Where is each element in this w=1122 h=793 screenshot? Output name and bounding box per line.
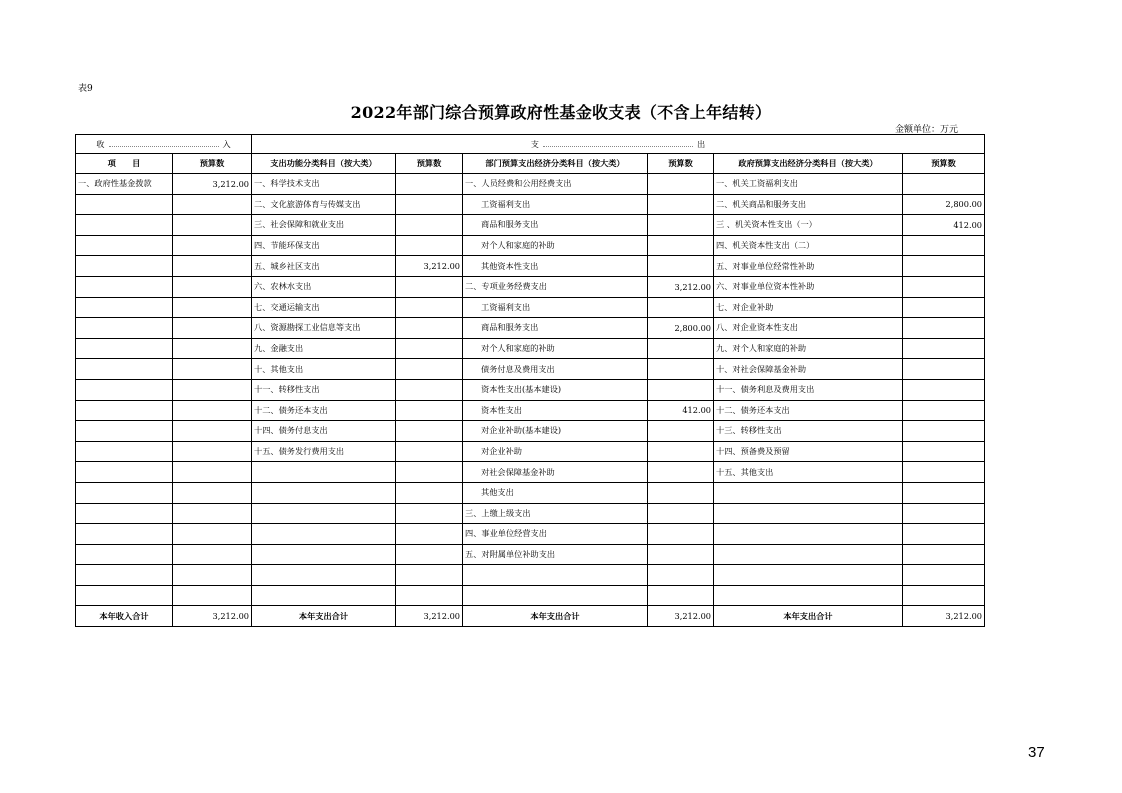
- government-econ-amount-cell: [903, 462, 985, 483]
- department-econ-category-cell: 对企业补助(基本建设): [463, 421, 648, 442]
- column-header: 项 目: [76, 154, 173, 174]
- function-category-cell: 一、科学技术支出: [252, 174, 396, 195]
- department-econ-amount-cell: [648, 482, 714, 503]
- table-row: [76, 235, 985, 256]
- table-row: [76, 379, 985, 400]
- government-econ-amount-cell: [903, 276, 985, 297]
- income-item-cell: [76, 544, 173, 565]
- expense-total-value-government: 3,212.00: [903, 606, 985, 627]
- department-econ-category-cell: [463, 585, 648, 606]
- function-amount-cell: [396, 215, 463, 236]
- income-amount-cell: [173, 338, 252, 359]
- government-econ-category-cell: 九、对个人和家庭的补助: [714, 338, 903, 359]
- government-econ-category-cell: 七、对企业补助: [714, 297, 903, 318]
- government-econ-category-cell: 十二、债务还本支出: [714, 400, 903, 421]
- department-econ-amount-cell: [648, 524, 714, 545]
- table-row: [76, 276, 985, 297]
- department-econ-category-cell: 二、专项业务经费支出: [463, 276, 648, 297]
- function-category-cell: 十二、债务还本支出: [252, 400, 396, 421]
- function-category-cell: 十、其他支出: [252, 359, 396, 380]
- function-category-cell: [252, 482, 396, 503]
- income-item-cell: [76, 256, 173, 277]
- government-econ-category-cell: 五、对事业单位经常性补助: [714, 256, 903, 277]
- department-econ-amount-cell: [648, 585, 714, 606]
- department-econ-category-cell: 其他支出: [463, 482, 648, 503]
- government-econ-amount-cell: [903, 441, 985, 462]
- income-section-header: [76, 135, 252, 154]
- government-econ-amount-cell: 412.00: [903, 215, 985, 236]
- income-amount-cell: [173, 318, 252, 339]
- department-econ-category-cell: 资本性支出: [463, 400, 648, 421]
- department-econ-amount-cell: [648, 421, 714, 442]
- income-item-cell: [76, 462, 173, 483]
- income-item-cell: [76, 276, 173, 297]
- function-amount-cell: [396, 400, 463, 421]
- column-header: 预算数: [903, 154, 985, 174]
- government-econ-amount-cell: [903, 585, 985, 606]
- department-econ-category-cell: 债务付息及费用支出: [463, 359, 648, 380]
- function-amount-cell: [396, 421, 463, 442]
- page-title: 2022年部门综合预算政府性基金收支表（不含上年结转）: [350, 103, 772, 122]
- department-econ-amount-cell: [648, 565, 714, 586]
- government-econ-amount-cell: [903, 338, 985, 359]
- expense-total-label-function: 本年支出合计: [252, 606, 396, 627]
- department-econ-amount-cell: [648, 297, 714, 318]
- government-econ-amount-cell: [903, 379, 985, 400]
- function-amount-cell: [396, 174, 463, 195]
- function-amount-cell: 3,212.00: [396, 256, 463, 277]
- department-econ-category-cell: 对个人和家庭的补助: [463, 235, 648, 256]
- income-item-cell: 一、政府性基金拨款: [76, 174, 173, 195]
- income-amount-cell: [173, 585, 252, 606]
- function-amount-cell: [396, 318, 463, 339]
- unit-label: 金额单位：万元: [895, 125, 959, 135]
- government-econ-amount-cell: [903, 524, 985, 545]
- function-category-cell: 七、交通运输支出: [252, 297, 396, 318]
- table-row: [76, 544, 985, 565]
- table-row: [76, 482, 985, 503]
- government-econ-category-cell: [714, 503, 903, 524]
- income-item-cell: [76, 503, 173, 524]
- function-category-cell: 四、节能环保支出: [252, 235, 396, 256]
- government-econ-amount-cell: [903, 421, 985, 442]
- department-econ-category-cell: 对社会保障基金补助: [463, 462, 648, 483]
- function-amount-cell: [396, 441, 463, 462]
- government-econ-amount-cell: [903, 174, 985, 195]
- section-header-row: [76, 135, 985, 154]
- function-amount-cell: [396, 338, 463, 359]
- government-econ-amount-cell: [903, 503, 985, 524]
- government-econ-amount-cell: [903, 400, 985, 421]
- expense-section-right: 出: [697, 138, 706, 149]
- table-row: [76, 318, 985, 339]
- function-amount-cell: [396, 565, 463, 586]
- table-row: [76, 297, 985, 318]
- department-econ-category-cell: [463, 565, 648, 586]
- dotted-leader: [109, 140, 219, 147]
- column-header: 预算数: [396, 154, 463, 174]
- department-econ-category-cell: 对企业补助: [463, 441, 648, 462]
- table-row: [76, 585, 985, 606]
- table-row: [76, 462, 985, 483]
- department-econ-amount-cell: [648, 194, 714, 215]
- total-row: [76, 606, 985, 627]
- function-category-cell: 十四、债务付息支出: [252, 421, 396, 442]
- government-econ-category-cell: 二、机关商品和服务支出: [714, 194, 903, 215]
- function-category-cell: 二、文化旅游体育与传媒支出: [252, 194, 396, 215]
- income-amount-cell: [173, 462, 252, 483]
- income-amount-cell: [173, 297, 252, 318]
- expense-section-left: 支: [530, 138, 539, 149]
- income-item-cell: [76, 421, 173, 442]
- function-category-cell: 五、城乡社区支出: [252, 256, 396, 277]
- function-amount-cell: [396, 585, 463, 606]
- income-item-cell: [76, 524, 173, 545]
- department-econ-category-cell: 资本性支出(基本建设): [463, 379, 648, 400]
- department-econ-category-cell: 三、上缴上级支出: [463, 503, 648, 524]
- department-econ-category-cell: 其他资本性支出: [463, 256, 648, 277]
- table-number: 表9: [78, 84, 93, 94]
- expense-total-value-department: 3,212.00: [648, 606, 714, 627]
- income-amount-cell: [173, 400, 252, 421]
- function-category-cell: 八、资源勘探工业信息等支出: [252, 318, 396, 339]
- department-econ-amount-cell: [648, 503, 714, 524]
- function-category-cell: [252, 544, 396, 565]
- department-econ-amount-cell: [648, 256, 714, 277]
- department-econ-category-cell: 商品和服务支出: [463, 318, 648, 339]
- column-header-row: [76, 154, 985, 174]
- government-econ-amount-cell: [903, 482, 985, 503]
- department-econ-amount-cell: 2,800.00: [648, 318, 714, 339]
- income-item-cell: [76, 359, 173, 380]
- income-section-right: 入: [222, 138, 231, 149]
- government-econ-category-cell: [714, 585, 903, 606]
- department-econ-category-cell: 工资福利支出: [463, 194, 648, 215]
- function-amount-cell: [396, 462, 463, 483]
- income-item-cell: [76, 194, 173, 215]
- government-econ-amount-cell: [903, 318, 985, 339]
- function-amount-cell: [396, 482, 463, 503]
- income-amount-cell: [173, 421, 252, 442]
- income-item-cell: [76, 482, 173, 503]
- function-category-cell: [252, 524, 396, 545]
- table-row: [76, 503, 985, 524]
- function-category-cell: 十五、债务发行费用支出: [252, 441, 396, 462]
- government-econ-category-cell: [714, 565, 903, 586]
- function-category-cell: [252, 585, 396, 606]
- department-econ-category-cell: 五、对附属单位补助支出: [463, 544, 648, 565]
- table-row: [76, 524, 985, 545]
- department-econ-amount-cell: [648, 338, 714, 359]
- department-econ-amount-cell: 3,212.00: [648, 276, 714, 297]
- department-econ-amount-cell: [648, 462, 714, 483]
- function-amount-cell: [396, 359, 463, 380]
- department-econ-amount-cell: [648, 174, 714, 195]
- income-amount-cell: 3,212.00: [173, 174, 252, 195]
- government-econ-category-cell: 十五、其他支出: [714, 462, 903, 483]
- government-econ-category-cell: [714, 544, 903, 565]
- table-row: [76, 565, 985, 586]
- function-amount-cell: [396, 194, 463, 215]
- expense-total-label-government: 本年支出合计: [714, 606, 903, 627]
- government-econ-category-cell: 一、机关工资福利支出: [714, 174, 903, 195]
- income-item-cell: [76, 565, 173, 586]
- income-item-cell: [76, 215, 173, 236]
- income-item-cell: [76, 318, 173, 339]
- table-row: [76, 359, 985, 380]
- government-econ-amount-cell: [903, 235, 985, 256]
- function-amount-cell: [396, 379, 463, 400]
- department-econ-amount-cell: [648, 441, 714, 462]
- government-econ-category-cell: 八、对企业资本性支出: [714, 318, 903, 339]
- function-amount-cell: [396, 524, 463, 545]
- column-header: 预算数: [173, 154, 252, 174]
- government-econ-category-cell: 十四、预备费及预留: [714, 441, 903, 462]
- government-econ-amount-cell: [903, 256, 985, 277]
- department-econ-category-cell: 一、人员经费和公用经费支出: [463, 174, 648, 195]
- function-amount-cell: [396, 235, 463, 256]
- table-row: [76, 421, 985, 442]
- page-number: 37: [1028, 744, 1045, 761]
- government-econ-category-cell: 三 、机关资本性支出（一）: [714, 215, 903, 236]
- department-econ-amount-cell: [648, 359, 714, 380]
- expense-total-label-department: 本年支出合计: [463, 606, 648, 627]
- government-econ-category-cell: 十、对社会保障基金补助: [714, 359, 903, 380]
- income-amount-cell: [173, 565, 252, 586]
- dotted-leader: [543, 140, 693, 147]
- column-header: 政府预算支出经济分类科目（按大类）: [714, 154, 903, 174]
- table-row: [76, 441, 985, 462]
- department-econ-amount-cell: 412.00: [648, 400, 714, 421]
- department-econ-category-cell: 对个人和家庭的补助: [463, 338, 648, 359]
- table-row: [76, 215, 985, 236]
- function-category-cell: 三、社会保障和就业支出: [252, 215, 396, 236]
- expense-section-header: [252, 135, 985, 154]
- department-econ-category-cell: 工资福利支出: [463, 297, 648, 318]
- income-amount-cell: [173, 235, 252, 256]
- income-total-label: 本年收入合计: [76, 606, 173, 627]
- income-total-value: 3,212.00: [173, 606, 252, 627]
- income-amount-cell: [173, 482, 252, 503]
- income-item-cell: [76, 338, 173, 359]
- function-category-cell: [252, 462, 396, 483]
- department-econ-category-cell: 四、事业单位经营支出: [463, 524, 648, 545]
- function-amount-cell: [396, 276, 463, 297]
- government-econ-category-cell: [714, 524, 903, 545]
- income-item-cell: [76, 400, 173, 421]
- income-item-cell: [76, 235, 173, 256]
- government-econ-amount-cell: [903, 359, 985, 380]
- income-amount-cell: [173, 544, 252, 565]
- function-amount-cell: [396, 503, 463, 524]
- function-category-cell: [252, 503, 396, 524]
- income-amount-cell: [173, 215, 252, 236]
- income-item-cell: [76, 379, 173, 400]
- expense-total-value-function: 3,212.00: [396, 606, 463, 627]
- government-econ-category-cell: 四、机关资本性支出（二）: [714, 235, 903, 256]
- income-item-cell: [76, 585, 173, 606]
- income-section-left: 收: [96, 138, 105, 149]
- department-econ-amount-cell: [648, 379, 714, 400]
- income-item-cell: [76, 441, 173, 462]
- government-econ-amount-cell: [903, 544, 985, 565]
- government-econ-category-cell: [714, 482, 903, 503]
- income-amount-cell: [173, 503, 252, 524]
- government-econ-amount-cell: [903, 297, 985, 318]
- department-econ-amount-cell: [648, 215, 714, 236]
- function-category-cell: 十一、转移性支出: [252, 379, 396, 400]
- column-header: 支出功能分类科目（按大类）: [252, 154, 396, 174]
- income-amount-cell: [173, 256, 252, 277]
- table-row: [76, 256, 985, 277]
- income-amount-cell: [173, 359, 252, 380]
- table-row: [76, 194, 985, 215]
- function-category-cell: 九、金融支出: [252, 338, 396, 359]
- income-amount-cell: [173, 524, 252, 545]
- column-header: 预算数: [648, 154, 714, 174]
- government-econ-amount-cell: [903, 565, 985, 586]
- budget-table: [75, 134, 985, 627]
- income-item-cell: [76, 297, 173, 318]
- income-amount-cell: [173, 194, 252, 215]
- table-row: [76, 400, 985, 421]
- table-row: [76, 174, 985, 195]
- government-econ-category-cell: 六、对事业单位资本性补助: [714, 276, 903, 297]
- income-amount-cell: [173, 441, 252, 462]
- function-category-cell: 六、农林水支出: [252, 276, 396, 297]
- department-econ-amount-cell: [648, 544, 714, 565]
- function-amount-cell: [396, 544, 463, 565]
- income-amount-cell: [173, 276, 252, 297]
- government-econ-category-cell: 十三、转移性支出: [714, 421, 903, 442]
- column-header: 部门预算支出经济分类科目（按大类）: [463, 154, 648, 174]
- government-econ-amount-cell: 2,800.00: [903, 194, 985, 215]
- income-amount-cell: [173, 379, 252, 400]
- function-category-cell: [252, 565, 396, 586]
- table-row: [76, 338, 985, 359]
- department-econ-category-cell: 商品和服务支出: [463, 215, 648, 236]
- function-amount-cell: [396, 297, 463, 318]
- government-econ-category-cell: 十一、债务利息及费用支出: [714, 379, 903, 400]
- department-econ-amount-cell: [648, 235, 714, 256]
